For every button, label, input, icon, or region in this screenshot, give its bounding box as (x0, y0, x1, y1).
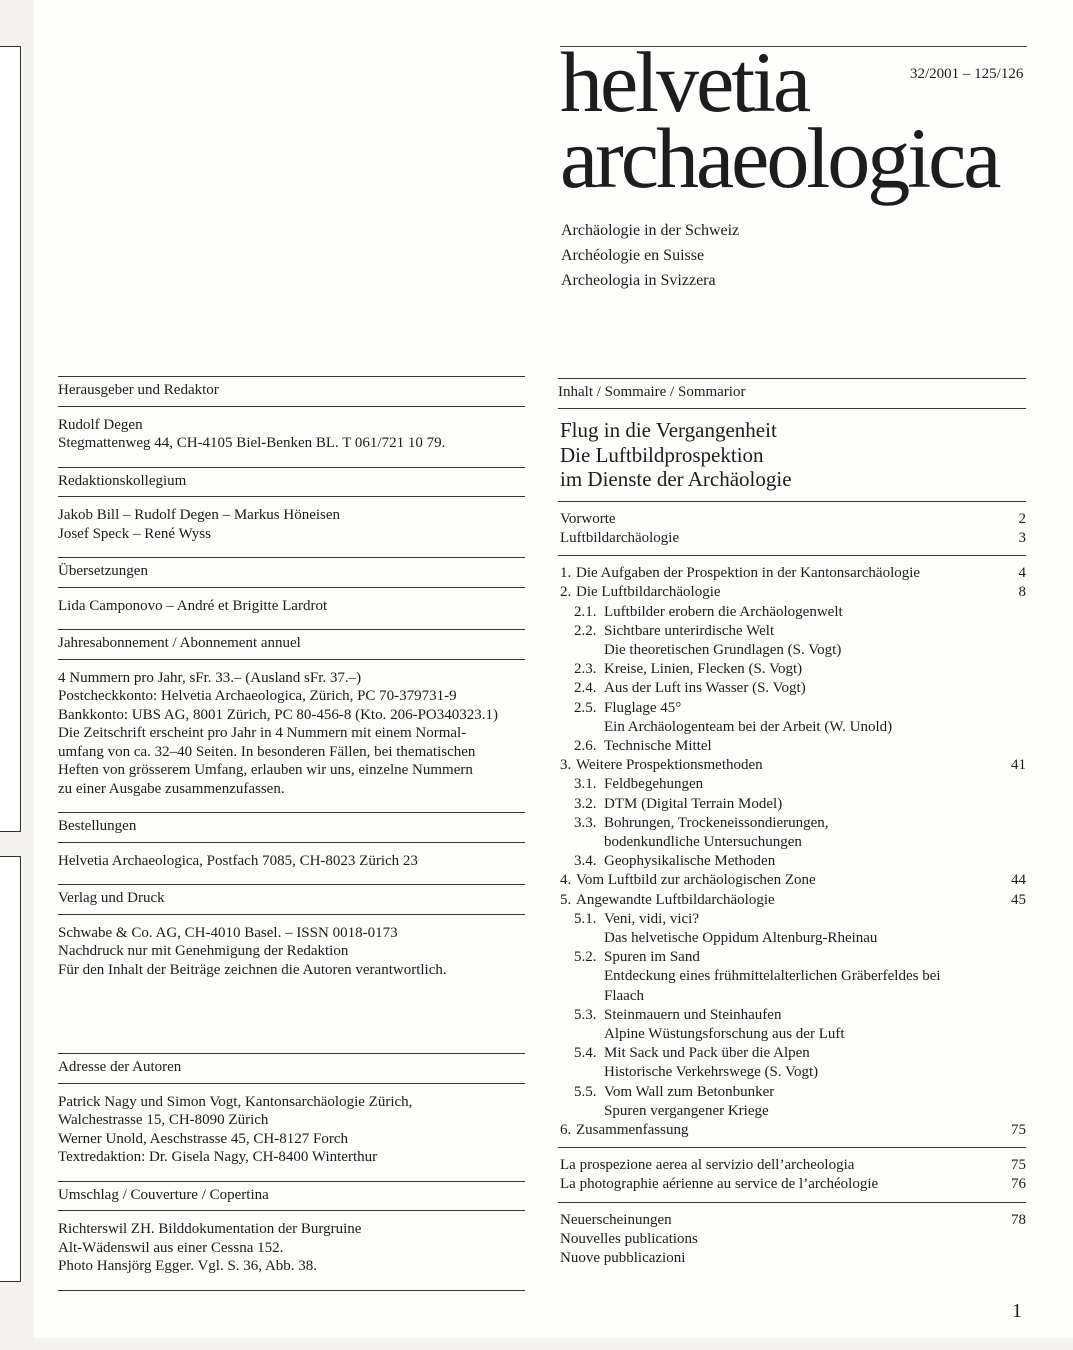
toc-entry-number: 5.1. (574, 910, 597, 927)
toc-entry (558, 737, 1026, 756)
section-heading: Bestellungen (58, 812, 525, 843)
toc-entry-title: Spuren im Sand (604, 949, 700, 966)
toc-entry-number: 5.5. (574, 1083, 597, 1100)
toc-entry-number: 4. (560, 872, 572, 889)
text-line: Für den Inhalt der Beiträge zeichnen die Autoren verantwortlich. (58, 961, 447, 978)
section-heading: Übersetzungen (58, 557, 525, 588)
toc-entry (558, 603, 1026, 622)
toc-entry-page (996, 1249, 1026, 1268)
toc-entry (558, 1006, 1026, 1025)
toc-entry-title: Veni, vidi, vici? (604, 910, 699, 927)
issue-number: 32/2001 – 125/126 (910, 66, 1024, 82)
toc-intro (558, 502, 1026, 556)
toc-entry-title: Vorworte (560, 510, 616, 527)
toc-entry-title: Geophysikalische Methoden (604, 853, 776, 870)
toc-entry-title: Die Luftbildarchäologie (576, 584, 721, 601)
toc-entry-title: Ein Archäologenteam bei der Arbeit (W. Unold) (604, 718, 893, 735)
toc-entry-title: Flaach (604, 987, 644, 1004)
imprint-column (58, 376, 525, 1291)
text-line: Photo Hansjörg Egger. Vgl. S. 36, Abb. 38. (58, 1258, 318, 1274)
toc-entry (558, 814, 1026, 833)
toc-entry-number: 5.2. (574, 949, 597, 966)
toc-entry-title: Nouvelles publications (560, 1230, 698, 1247)
section-heading: Redaktionskollegium (58, 467, 525, 498)
toc-entry (558, 833, 1026, 852)
toc-entry-number: 2.1. (574, 603, 597, 620)
toc-entry-page: 76 (1011, 1176, 1026, 1193)
toc-entry-title: Zusammenfassung (576, 1122, 689, 1138)
toc-entry (558, 1025, 1026, 1044)
toc-entry-page (996, 929, 1026, 948)
toc-entry-number: 3.1. (574, 776, 597, 793)
toc-entry-title: Vom Wall zum Betonbunker (604, 1083, 775, 1100)
toc-entry (558, 641, 1026, 660)
toc-entry-number: 3.3. (574, 814, 597, 831)
toc-entry-page (996, 603, 1026, 622)
toc-entry-page: 4 (1018, 565, 1026, 582)
section-heading: Verlag und Druck (58, 884, 525, 915)
toc-entry-title: Bohrungen, Trockeneissondierungen, (604, 814, 829, 831)
toc-entry-number: 2.2. (574, 622, 597, 639)
toc-entry (558, 529, 1026, 548)
toc-entry-title: Angewandte Luftbildarchäologie (576, 891, 775, 908)
section-heading: Herausgeber und Redaktor (58, 376, 525, 407)
toc-entry-number: 5. (560, 891, 572, 908)
toc-entry (558, 718, 1026, 737)
toc-entry-title: Alpine Wüstungsforschung aus der Luft (604, 1025, 845, 1042)
toc-entry-page (996, 1006, 1026, 1025)
toc-entry-title: Fluglage 45° (604, 699, 682, 716)
section-uebersetzungen (58, 557, 525, 629)
subtitle-fr: Archéologie en Suisse (561, 247, 705, 264)
toc-entry-page: 41 (1011, 757, 1026, 774)
toc-entry (558, 756, 1026, 775)
toc-entry-page (996, 1044, 1026, 1063)
toc-entry (558, 679, 1026, 698)
toc-entry (558, 622, 1026, 641)
toc-entry-title: Kreise, Linien, Flecken (S. Vogt) (604, 661, 803, 678)
toc-entry-title: bodenkundliche Untersuchungen (604, 833, 802, 850)
toc-entry-title: Mit Sack und Pack über die Alpen (604, 1045, 810, 1062)
text-line: Lida Camponovo – André et Brigitte Lardrot (58, 597, 328, 614)
toc-entry-number: 3.2. (574, 795, 597, 812)
text-line: Walchestrasse 15, CH-8090 Zürich (58, 1112, 269, 1128)
text-line: umfang von ca. 32–40 Seiten. In besonderen Fällen, bei thematischen (58, 743, 476, 760)
toc-main (558, 556, 1026, 1148)
toc-entry-title: Weitere Prospektionsmethoden (576, 757, 763, 774)
toc-entry (558, 1121, 1026, 1140)
toc-entry-title: Aus der Luft ins Wasser (S. Vogt) (604, 680, 806, 697)
toc-entry (558, 871, 1026, 890)
text-line: Schwabe & Co. AG, CH-4010 Basel. – ISSN 0018-0173 (58, 924, 398, 941)
toc-entry-page (996, 967, 1026, 986)
toc-entry-title: Luftbilder erobern die Archäologenwelt (604, 603, 843, 620)
section-kollegium (58, 467, 525, 558)
toc-entry-page (996, 1102, 1026, 1121)
toc-entry (558, 1211, 1026, 1230)
toc-entry-page: 2 (1018, 510, 1026, 527)
theme-line: Die Luftbildprospektion (560, 442, 764, 467)
toc-entry-page (996, 737, 1026, 756)
text-line: Textredaktion: Dr. Gisela Nagy, CH-8400 Winterthur (58, 1149, 378, 1165)
title-line-1: helvetia (560, 34, 809, 130)
toc-entry-page: 75 (1011, 1122, 1026, 1138)
toc-entry (558, 1156, 1026, 1175)
toc-entry-page: 75 (1011, 1157, 1026, 1174)
subtitle-it: Archeologia in Svizzera (561, 272, 716, 289)
toc-entry (558, 1249, 1026, 1268)
journal-subtitles (561, 218, 739, 293)
text-line: Josef Speck – René Wyss (58, 525, 211, 542)
toc-entry-title: Technische Mittel (604, 737, 712, 754)
toc-entry-page (996, 795, 1026, 814)
section-adresse (58, 1053, 525, 1181)
toc-entry (558, 564, 1026, 583)
section-heading: Jahresabonnement / Abonnement annuel (58, 629, 525, 660)
toc-entry (558, 1083, 1026, 1102)
toc-entry-page (996, 660, 1026, 679)
toc-entry-page (996, 852, 1026, 871)
contents-heading: Inhalt / Sommaire / Sommarior (558, 378, 1026, 409)
toc-entry (558, 1044, 1026, 1063)
toc-entry (558, 795, 1026, 814)
toc-entry-title: Nuove pubblicazioni (560, 1250, 686, 1267)
text-line: Heften von grösserem Umfang, erlauben wir uns, einzelne Nummern (58, 762, 473, 778)
toc-entry-page: 78 (1011, 1211, 1026, 1228)
toc-entry (558, 929, 1026, 948)
toc-entry-title: Neuerscheinungen (560, 1211, 672, 1228)
toc-entry (558, 987, 1026, 1006)
text-line: Nachdruck nur mit Genehmigung der Redaktion (58, 943, 349, 959)
subtitle-de: Archäologie in der Schweiz (561, 222, 740, 239)
toc-entry-title: Luftbildarchäologie (560, 529, 680, 546)
toc-entry-page (996, 987, 1026, 1006)
section-umschlag (58, 1181, 525, 1291)
section-bestellungen (58, 812, 525, 884)
toc-entry-title: Feldbegehungen (604, 776, 704, 793)
toc-entry-title: Das helvetische Oppidum Altenburg-Rheinau (604, 929, 878, 946)
toc-entry-title: La prospezione aerea al servizio dell’archeologia (560, 1157, 855, 1174)
toc-entry (558, 583, 1026, 602)
title-line-2: archaeologica (560, 110, 999, 206)
toc-entry-number: 2.6. (574, 737, 597, 754)
text-line: Die Zeitschrift erscheint pro Jahr in 4 Nummern mit einem Normal- (58, 725, 467, 741)
toc-entry-page (996, 641, 1026, 660)
toc-entry (558, 699, 1026, 718)
toc-entry (558, 1063, 1026, 1082)
issue-theme-title (558, 409, 1026, 502)
toc-entry (558, 1175, 1026, 1194)
toc-entry-page (996, 699, 1026, 718)
toc-entry-title: Steinmauern und Steinhaufen (604, 1006, 782, 1023)
left-edge-frame (0, 46, 21, 832)
toc-entry-number: 6. (560, 1122, 572, 1138)
page-number: 1 (1012, 1300, 1022, 1322)
toc-entry-page: 44 (1011, 872, 1026, 889)
toc-entry-number: 1. (560, 565, 572, 582)
toc-entry-page (996, 679, 1026, 698)
toc-entry-page (996, 833, 1026, 852)
text-line: Helvetia Archaeologica, Postfach 7085, CH-8023 Zürich 23 (58, 852, 418, 869)
toc-entry-title: Die theoretischen Grundlagen (S. Vogt) (604, 641, 842, 658)
toc-new-publications (558, 1203, 1026, 1269)
toc-entry (558, 1102, 1026, 1121)
toc-entry-page (996, 1025, 1026, 1044)
text-line: Stegmattenweg 44, CH-4105 Biel-Benken BL. T 061/721 10 79. (58, 435, 446, 451)
toc-entry-page (996, 910, 1026, 929)
toc-entry-number: 5.4. (574, 1045, 597, 1062)
toc-entry (558, 660, 1026, 679)
toc-entry-title: Die Aufgaben der Prospektion in der Kantonsarchäologie (576, 565, 921, 582)
toc-entry-page (996, 775, 1026, 794)
toc-entry-number: 2. (560, 584, 572, 601)
toc-entry (558, 852, 1026, 871)
toc-entry-page (996, 1063, 1026, 1082)
section-abonnement (58, 629, 525, 812)
toc-entry (558, 910, 1026, 929)
toc-entry-number: 2.3. (574, 661, 597, 678)
text-line: Patrick Nagy und Simon Vogt, Kantonsarchäologie Zürich, (58, 1093, 413, 1110)
toc-entry-title: Vom Luftbild zur archäologischen Zone (576, 872, 816, 889)
toc-entry-title: Entdeckung eines frühmittelalterlichen Gräberfeldes bei (604, 968, 941, 985)
section-heading: Adresse der Autoren (58, 1053, 525, 1084)
toc-entry-number: 3. (560, 757, 572, 774)
toc-entry-page (996, 814, 1026, 833)
section-herausgeber (58, 376, 525, 467)
text-line: Richterswil ZH. Bilddokumentation der Burgruine (58, 1221, 362, 1237)
text-line: Rudolf Degen (58, 416, 143, 433)
toc-entry-number: 3.4. (574, 853, 597, 870)
toc-entry-title: DTM (Digital Terrain Model) (604, 795, 783, 812)
text-line: Jakob Bill – Rudolf Degen – Markus Höneisen (58, 507, 341, 523)
toc-translations (558, 1148, 1026, 1202)
toc-entry-page: 45 (1011, 891, 1026, 908)
toc-entry (558, 1230, 1026, 1249)
contents-column (558, 378, 1026, 1268)
toc-entry (558, 891, 1026, 910)
text-line: Bankkonto: UBS AG, 8001 Zürich, PC 80-456-8 (Kto. 206-PO340323.1) (58, 706, 498, 723)
text-line: 4 Nummern pro Jahr, sFr. 33.– (Ausland sFr. 37.–) (58, 669, 362, 686)
toc-entry (558, 948, 1026, 967)
toc-entry-title: Sichtbare unterirdische Welt (604, 622, 775, 639)
section-heading: Umschlag / Couverture / Copertina (58, 1181, 525, 1212)
theme-line: Flug in die Vergangenheit (560, 418, 777, 443)
toc-entry-page: 8 (1018, 584, 1026, 601)
toc-entry-title: Historische Verkehrswege (S. Vogt) (604, 1064, 819, 1081)
toc-entry-page (996, 948, 1026, 967)
toc-entry-number: 2.5. (574, 699, 597, 716)
toc-entry-page (996, 1230, 1026, 1249)
toc-entry (558, 510, 1026, 529)
toc-entry-title: Spuren vergangener Kriege (604, 1102, 769, 1119)
toc-entry-page (996, 718, 1026, 737)
left-edge-frame-lower (0, 856, 21, 1282)
theme-line: im Dienste der Archäologie (560, 467, 792, 492)
text-line: Werner Unold, Aeschstrasse 45, CH-8127 Forch (58, 1130, 348, 1147)
text-line: Postcheckkonto: Helvetia Archaeologica, Zürich, PC 70-379731-9 (58, 688, 457, 704)
toc-entry (558, 775, 1026, 794)
toc-entry-page (996, 622, 1026, 641)
toc-entry-page (996, 1083, 1026, 1102)
toc-entry (558, 967, 1026, 986)
text-line: Alt-Wädenswil aus einer Cessna 152. (58, 1239, 284, 1256)
text-line: zu einer Ausgabe zusammenzufassen. (58, 780, 285, 797)
section-verlag (58, 884, 525, 993)
toc-entry-number: 2.4. (574, 680, 597, 697)
toc-entry-page: 3 (1018, 529, 1026, 546)
toc-entry-title: La photographie aérienne au service de l’archéologie (560, 1176, 879, 1193)
toc-entry-number: 5.3. (574, 1006, 597, 1023)
